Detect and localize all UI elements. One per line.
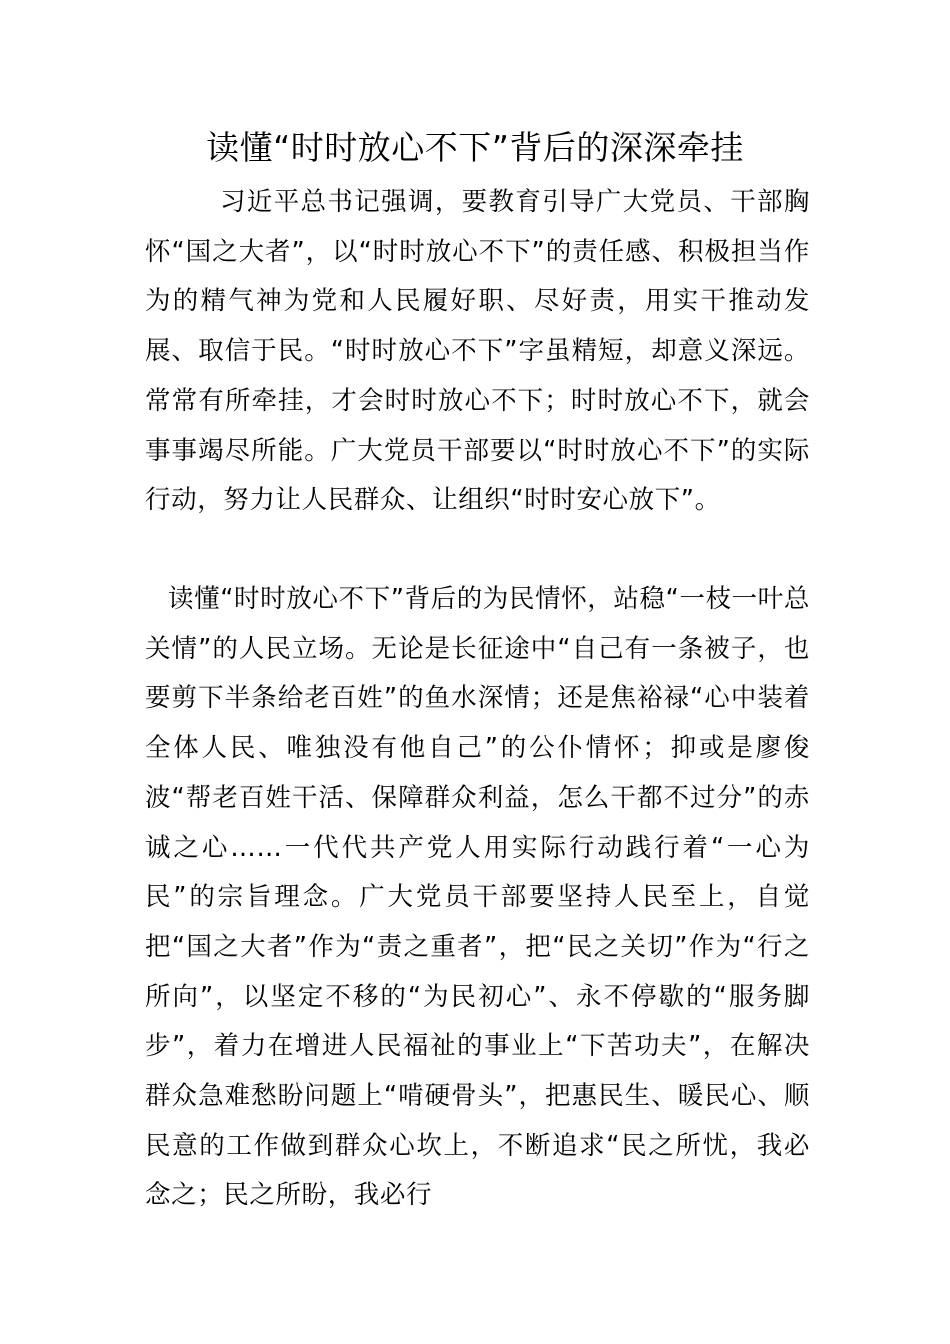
paragraph-1: 习近平总书记强调，要教育引导广大党员、干部胸怀“国之大者”，以“时时放心不下”的责任感、积极担当作为的精气神为党和人民履好职、尽好责，用实干推动发展、取信于民。“时时放心不下”字虽精短，却意义深远。常常有所牵挂，才会时时放心不下；时时放心不下，就会事事竭尽所能。广大党员干部要以“时时放心不下”的实际行动，努力让人民群众、让组织“时时安心放下”。 [145,187,810,516]
document-title: 读懂“时时放心不下”背后的深深牵挂 [206,128,744,167]
paragraph-2: 读懂“时时放心不下”背后的为民情怀，站稳“一枝一叶总关情”的人民立场。无论是长征途中“自己有一条被子，也要剪下半条给老百姓”的鱼水深情；还是焦裕禄“心中装着全体人民、唯独没有他自己”的公仆情怀；抑或是廖俊波“帮老百姓干活、保障群众利益，怎么干都不过分”的赤诚之心……一代代共产党人用实际行动践行着“一心为民”的宗旨理念。广大党员干部要坚持人民至上，自觉把“国之大者”作为“责之重者”，把“民之关切”作为“行之所向”，以坚定不移的“为民初心”、永不停歇的“服务脚步”，着力在增进人民福祉的事业上“下苦功夫”，在解决群众急难愁盼问题上“啃硬骨头”，把惠民生、暖民心、顺民意的工作做到群众心坎上，不断追求“民之所忧，我必念之；民之所盼，我必行 [145,584,810,1211]
